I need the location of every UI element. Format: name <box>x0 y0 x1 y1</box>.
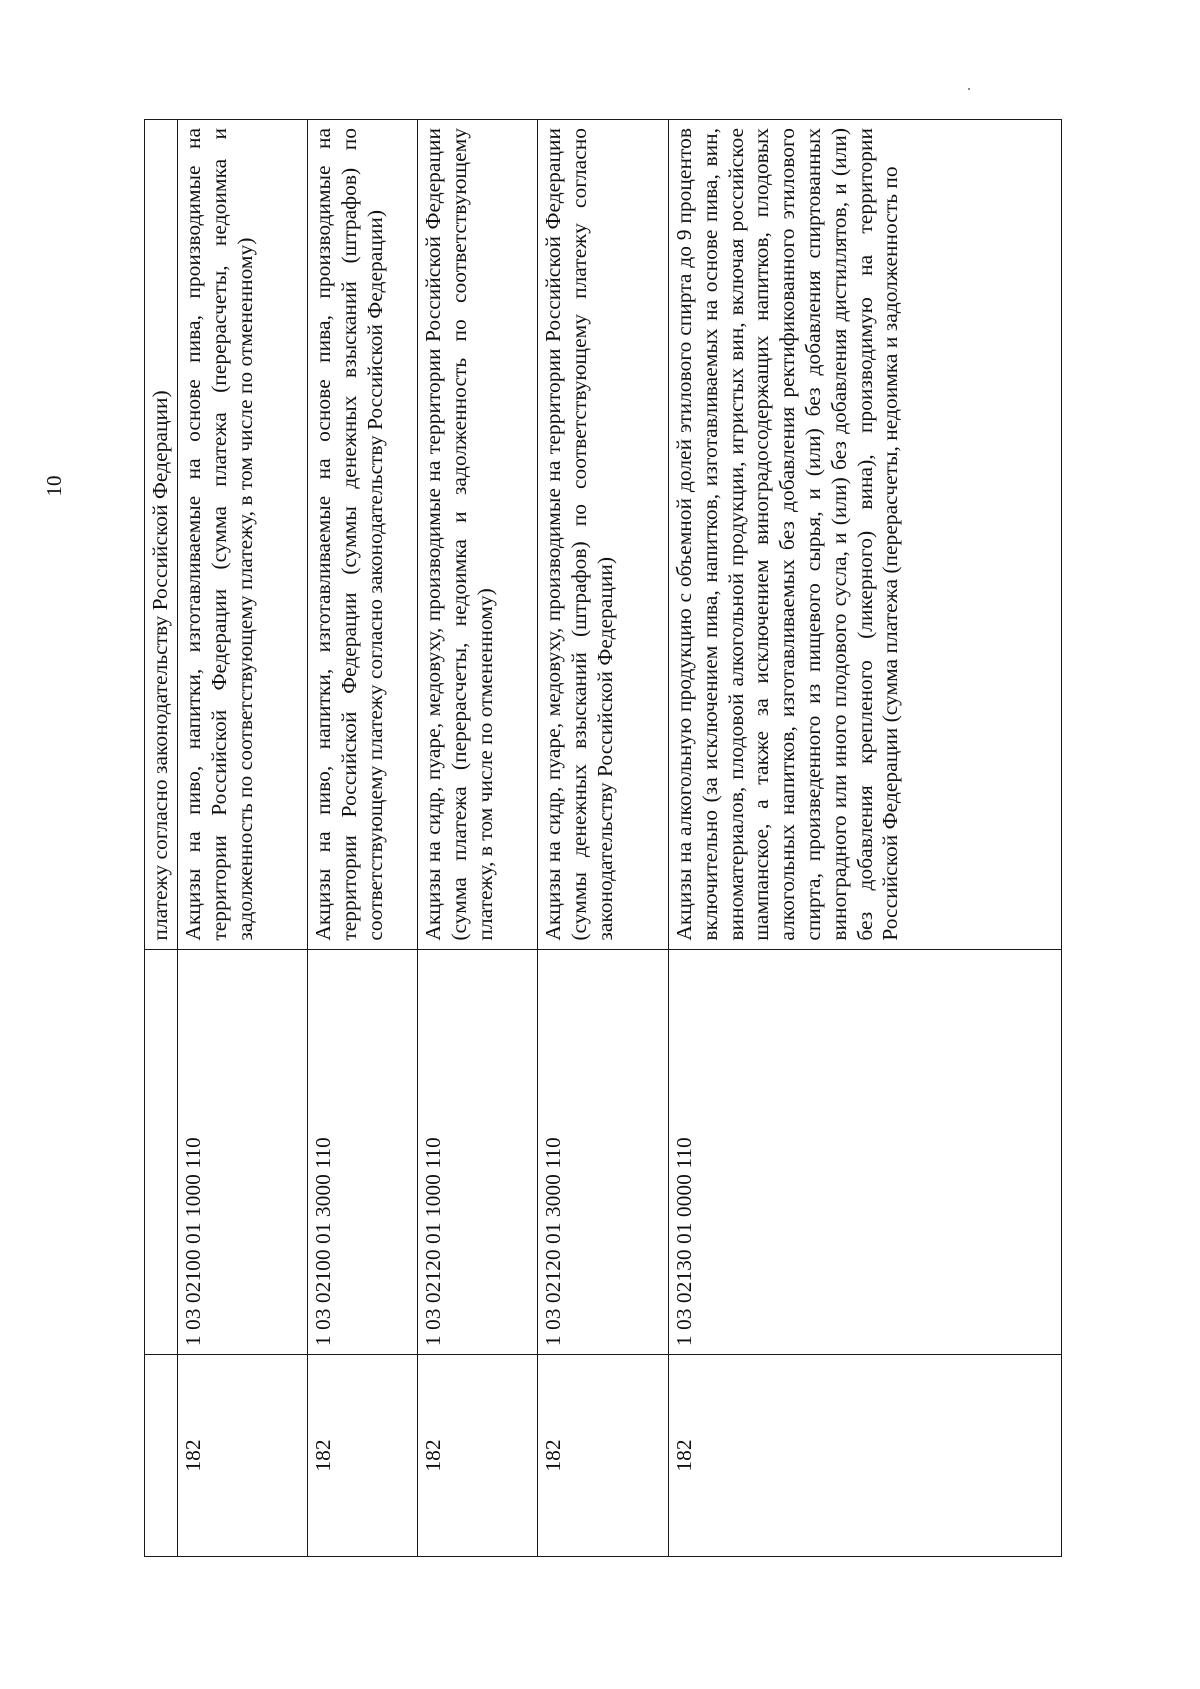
description-cell: Акцизы на пиво, напитки, изготавливаемые на основе пива, производимые на территории Российской Федерации (сумма платежа (перерасчеты, недоимка и задолженность по соответствующему платежу, в том числе по отмененному) <box>178 120 308 950</box>
budget-code-cell: 1 03 02100 01 3000 110 <box>308 949 418 1354</box>
table-row <box>538 120 669 1557</box>
table-row <box>178 120 308 1557</box>
admin-code-cell: 182 <box>669 1355 1062 1557</box>
description-cell: платежу согласно законодательству Российской Федерации) <box>145 120 178 950</box>
rotated-page-content <box>144 119 1062 1557</box>
admin-code-cell: 182 <box>538 1355 669 1557</box>
budget-code-cell <box>145 949 178 1354</box>
description-cell: Акцизы на алкогольную продукцию с объемной долей этилового спирта до 9 процентов включительно (за исключением пива, напитков, изготавливаемых на основе пива, вин, виноматериалов, плодовой алкогольной продукции, игристых вин, включая российское шампанское, а также за исключением виноградосодержащих напитков, плодовых алкогольных напитков, изготавливаемых без добавления ректификованного этилового спирта, произведенного из пищевого сырья, и (или) без добавления спиртованных виноградного или иного плодового сусла, и (или) без добавления дистиллятов, и (или) без добавления крепленого (ликерного) вина), производимую на территории Российской Федерации (сумма платежа (перерасчеты, недоимка и задолженность по <box>669 120 1062 950</box>
table-row <box>308 120 418 1557</box>
description-cell: Акцизы на сидр, пуаре, медовуху, производимые на территории Российской Федерации (суммы денежных взысканий (штрафов) по соответствующему платежу согласно законодательству Российской Федерации) <box>538 120 669 950</box>
admin-code-cell <box>145 1355 178 1557</box>
description-cell: Акцизы на сидр, пуаре, медовуху, производимые на территории Российской Федерации (сумма платежа (перерасчеты, недоимка и задолженность по соответствующему платежу, в том числе по отмененному) <box>418 120 538 950</box>
admin-code-cell: 182 <box>308 1355 418 1557</box>
budget-code-cell: 1 03 02120 01 1000 110 <box>418 949 538 1354</box>
admin-code-cell: 182 <box>178 1355 308 1557</box>
revenue-codes-table <box>144 119 1062 1557</box>
budget-code-cell: 1 03 02130 01 0000 110 <box>669 949 1062 1354</box>
scan-speck <box>968 88 970 90</box>
description-cell: Акцизы на пиво, напитки, изготавливаемые на основе пива, производимые на территории Российской Федерации (суммы денежных взысканий (штрафов) по соответствующему платежу согласно законодательству Российской Федерации) <box>308 120 418 950</box>
budget-code-cell: 1 03 02100 01 1000 110 <box>178 949 308 1354</box>
table-row <box>418 120 538 1557</box>
page-number: 10 <box>42 475 66 497</box>
admin-code-cell: 182 <box>418 1355 538 1557</box>
budget-code-cell: 1 03 02120 01 3000 110 <box>538 949 669 1354</box>
table-row <box>145 120 178 1557</box>
table-row <box>669 120 1062 1557</box>
